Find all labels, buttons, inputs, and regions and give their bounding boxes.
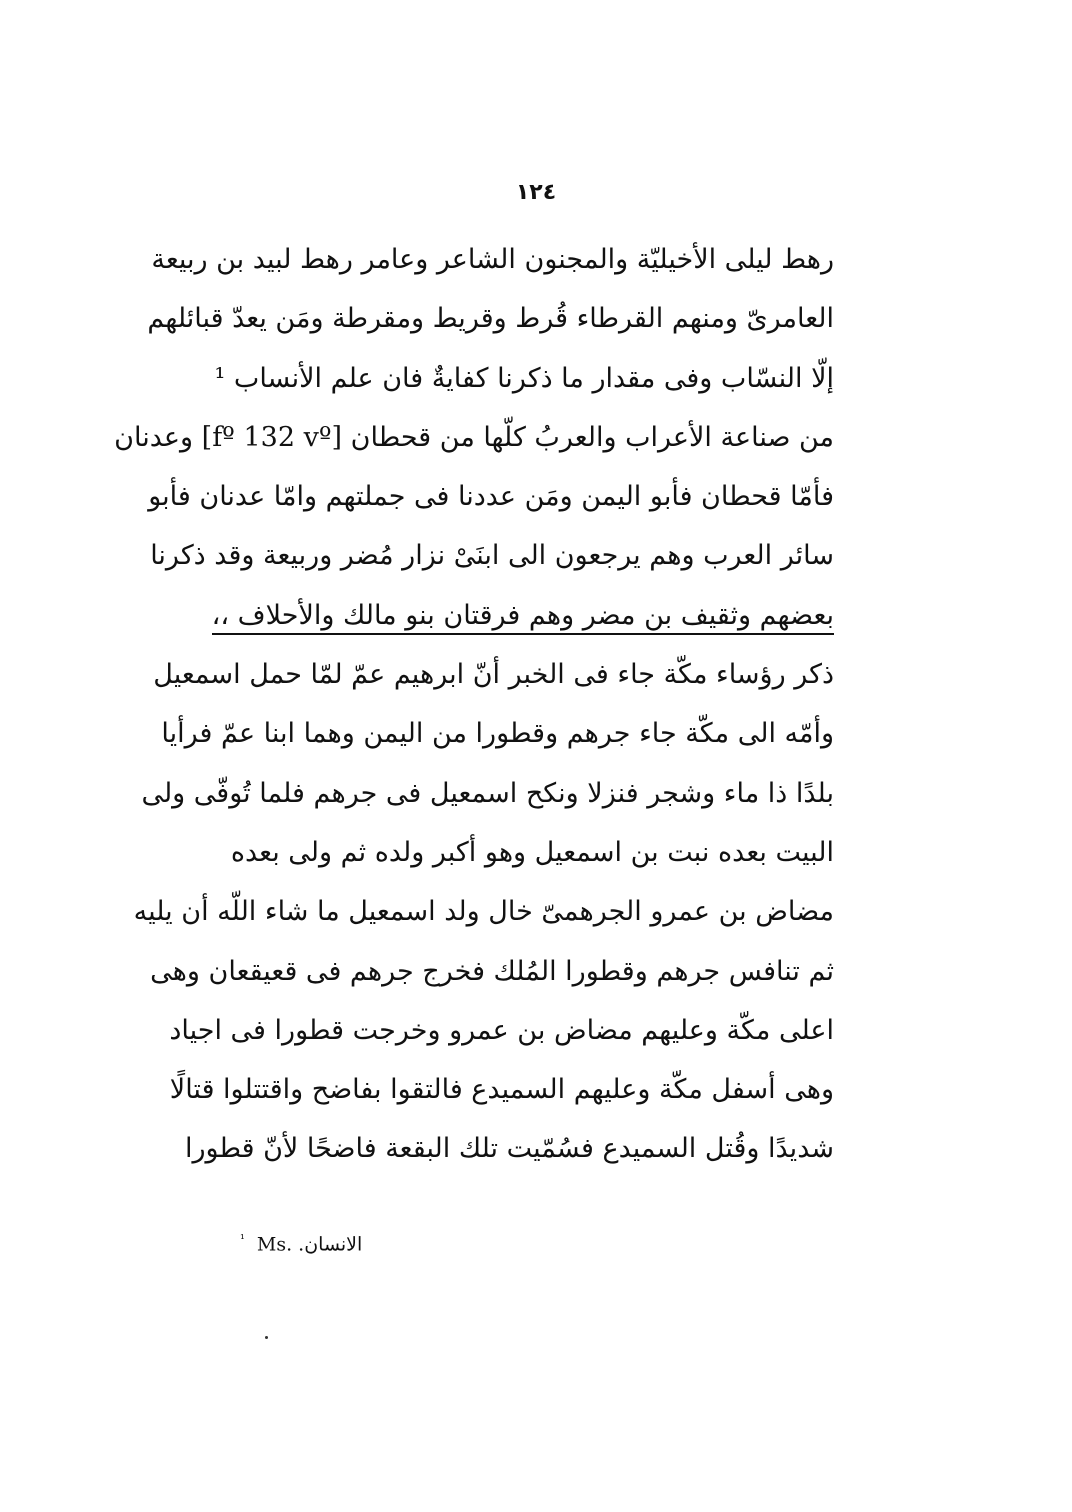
text-line: بلدًا ذا ماء وشجر فنزلا ونكح اسمعيل فى جرهم فلما تُوفّى ولى bbox=[141, 777, 834, 809]
body-text bbox=[114, 230, 834, 1179]
text-line: وأمّه الى مكّة جاء جرهم وقطورا من اليمن وهما ابنا عمّ فرأيا bbox=[161, 718, 834, 750]
text-line: ثم تنافس جرهم وقطورا المُلك فخرج جرهم فى قعيقعان وهى bbox=[150, 955, 834, 987]
underlined-text: بعضهم وثقيف بن مضر وهم فرقتان بنو مالك والأحلاف ،، bbox=[212, 600, 834, 635]
text-line: فأمّا قحطان فأبو اليمن ومَن عددنا فى جملتهم وامّا عدنان فأبو bbox=[148, 481, 834, 513]
text-line: سائر العرب وهم يرجعون الى ابنَىْ نزار مُضر وربيعة وقد ذكرنا bbox=[150, 540, 834, 572]
text-line: العامرىّ ومنهم القرطاء قُرط وقريط ومقرطة ومَن يعدّ قبائلهم bbox=[147, 303, 834, 335]
scan-speck bbox=[265, 1336, 268, 1339]
footnote-marker: ¹ bbox=[240, 1232, 245, 1246]
text-line: اعلى مكّة وعليهم مضاض بن عمرو وخرجت قطورا فى اجياد bbox=[169, 1014, 834, 1046]
footnote-text: الانسان. bbox=[298, 1233, 363, 1256]
text-line: مضاض بن عمرو الجرهمىّ خال ولد اسمعيل ما شاء اللّه أن يليه bbox=[133, 896, 834, 928]
text-line: ذكر رؤساء مكّة جاء فى الخبر أنّ ابرهيم عمّ لمّا حمل اسمعيل bbox=[153, 659, 834, 691]
text-line: رهط ليلى الأخيليّة والمجنون الشاعر وعامر رهط لبيد بن ربيعة bbox=[151, 244, 834, 275]
footnote-label: Ms. bbox=[256, 1233, 293, 1256]
page-number: ١٢٤ bbox=[515, 180, 557, 205]
text-line: البيت بعده نبت بن اسمعيل وهو أكبر ولده ثم ولى بعده bbox=[230, 836, 834, 868]
text-line: إلّا النسّاب وفى مقدار ما ذكرنا كفايةٌ فان علم الأنساب ¹ bbox=[214, 362, 834, 394]
text-line-underlined bbox=[211, 586, 834, 645]
text-line: من صناعة الأعراب والعربُ كلّها من قحطان [fº 132 vº] وعدنان bbox=[114, 421, 834, 453]
text-line: وهى أسفل مكّة وعليهم السميدع فالتقوا بفاضح واقتتلوا قتالًا bbox=[169, 1074, 834, 1106]
footnote bbox=[240, 1232, 362, 1255]
text-line: شديدًا وقُتل السميدع فسُمّيت تلك البقعة فاضحًا لأنّ قطورا bbox=[184, 1133, 834, 1165]
